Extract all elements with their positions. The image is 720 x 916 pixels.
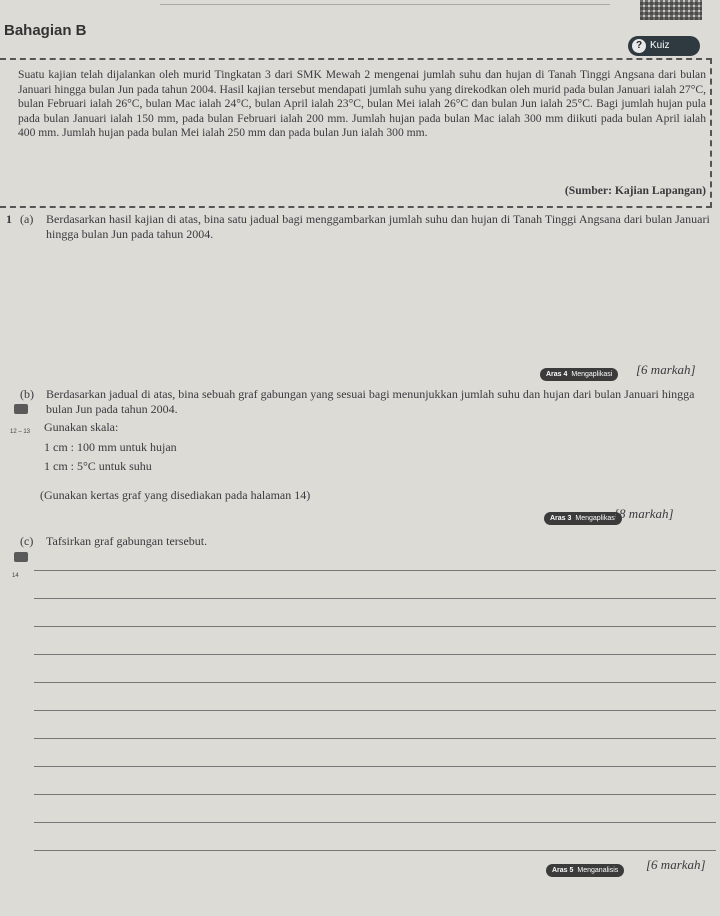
answer-line[interactable] [34,794,716,795]
scale-rain: 1 cm : 100 mm untuk hujan [44,440,177,454]
answer-line[interactable] [34,626,716,627]
answer-line[interactable] [34,710,716,711]
answer-line[interactable] [34,850,716,851]
part-c-label: (c) [20,534,34,548]
scale-temperature: 1 cm : 5°C untuk suhu [44,459,152,473]
part-a-label: (a) [20,212,34,226]
part-a-text: Berdasarkan hasil kajian di atas, bina satu jadual bagi menggambarkan jumlah suhu dan hujan di Tanah Tinggi Angsana dari bulan Januari hingga bulan Jun pada tahun 2004. [46,212,710,241]
part-c-text: Tafsirkan graf gabungan tersebut. [46,534,208,548]
badge-skill: Mengaplikasi [575,515,617,522]
part-c-badge [546,859,624,877]
part-c-marks: [6 markah] [646,857,706,872]
part-a-badge [540,363,618,381]
badge-skill: Mengaplikasi [571,371,613,378]
part-a-marks: [6 markah] [636,362,696,377]
badge-level: Aras 3 [550,515,572,522]
part-b-label: (b) [20,387,34,401]
answer-line[interactable] [34,598,716,599]
badge-skill: Menganalisis [577,867,619,874]
scale-heading: Gunakan skala: [44,420,119,434]
part-b-page-ref: 12 – 13 [10,429,31,435]
answer-line[interactable] [34,766,716,767]
question-icon: ? [632,39,646,53]
part-b-badge [544,507,622,525]
badge-level: Aras 4 [546,371,568,378]
answer-line[interactable] [34,822,716,823]
textbook-icon [14,552,28,562]
section-title: Bahagian B [4,22,87,39]
qr-code[interactable] [640,0,702,20]
part-b-text: Berdasarkan jadual di atas, bina sebuah graf gabungan yang sesuai bagi menunjukkan jumlah suhu dan hujan dari bulan Januari hingga bulan Jun pada tahun 2004. [46,387,695,416]
passage-text: Suatu kajian telah dijalankan oleh murid Tingkatan 3 dari SMK Mewah 2 mengenai jumlah suhu dan hujan di Tanah Tinggi Angsana dari bulan Januari hingga bulan Jun pada tahun 2004. Hasil kajian tersebut mendapati jumlah suhu yang direkodkan oleh murid pada bulan Januari ialah 27°C, bulan Februari ialah 26°C, bulan Mac ialah 24°C, bulan April ialah 23°C, bulan Mei ialah 26°C dan bulan Jun ialah 25°C. Bagi jumlah hujan pula pada bulan Januari ialah 150 mm, pada bulan Februari ialah 200 mm. Jumlah hujan pada bulan Mac ialah 300 mm diikuti pada bulan April ialah 400 mm. Jumlah hujan pada bulan Mei ialah 250 mm dan pada bulan Jun ialah 300 mm. [18,68,706,140]
passage-source: (Sumber: Kajian Lapangan) [564,184,706,197]
answer-line[interactable] [34,570,716,571]
graph-paper-note: (Gunakan kertas graf yang disediakan pada halaman 14) [40,488,311,502]
part-b-marks: [8 markah] [614,506,674,521]
answer-line[interactable] [34,738,716,739]
top-rule [160,4,610,5]
part-c-page-ref: 14 [12,573,19,579]
quiz-label: Kuiz [650,40,670,51]
badge-level: Aras 5 [552,867,574,874]
answer-line[interactable] [34,654,716,655]
answer-line[interactable] [34,682,716,683]
question-number: 1 [6,212,12,226]
quiz-button[interactable] [628,36,700,56]
textbook-icon [14,404,28,414]
